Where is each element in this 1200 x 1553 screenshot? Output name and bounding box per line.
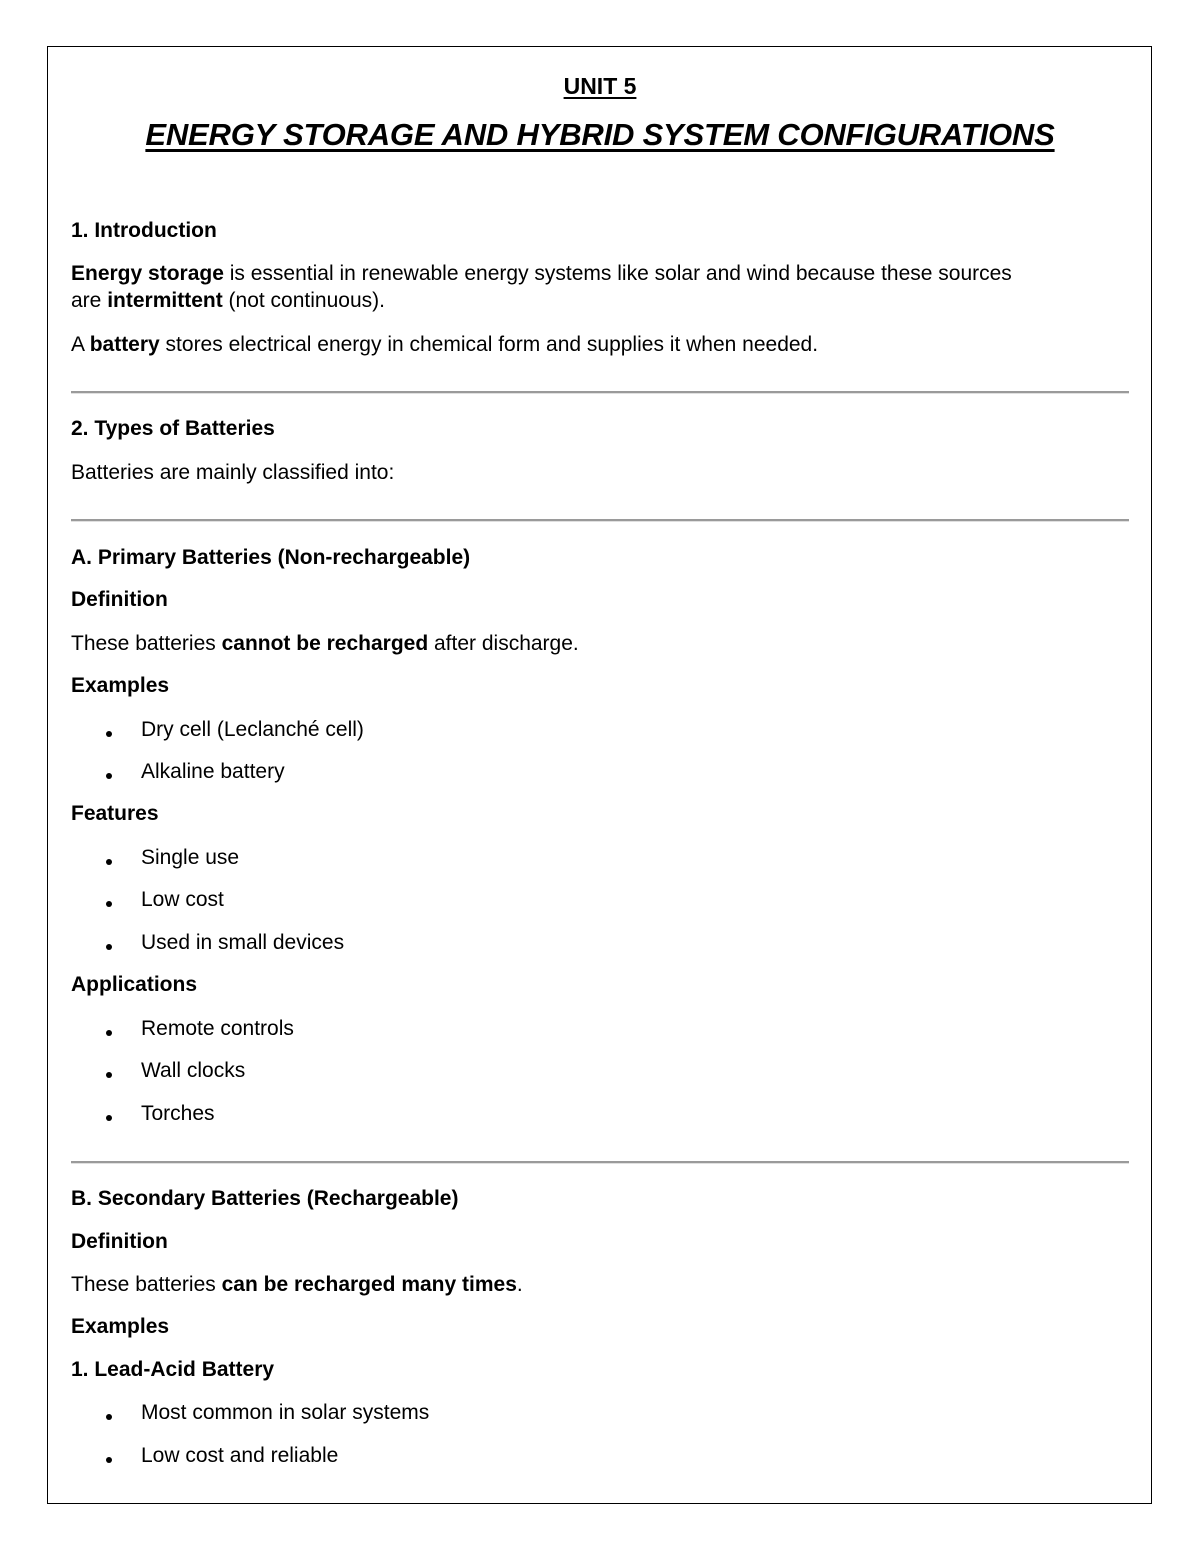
bullet-icon [106, 773, 112, 779]
bullet-icon [106, 944, 112, 950]
definition-emphasis: cannot be recharged [221, 632, 429, 655]
list-item: Wall clocks [141, 1059, 246, 1082]
definition-text: These batteries [71, 632, 222, 655]
horizontal-rule [71, 519, 1129, 522]
intro-paragraph-line2 [71, 288, 385, 313]
battery-text: A [71, 333, 90, 356]
list-item: Most common in solar systems [141, 1401, 430, 1424]
primary-batteries-heading: A. Primary Batteries (Non-rechargeable) [71, 546, 471, 569]
primary-definition-heading: Definition [71, 588, 168, 611]
battery-definition-paragraph [71, 332, 818, 357]
bullet-icon [106, 1030, 112, 1036]
list-item: Low cost and reliable [141, 1444, 339, 1467]
secondary-definition-heading: Definition [71, 1230, 168, 1253]
list-item: Alkaline battery [141, 760, 285, 783]
intermittent-term: intermittent [107, 289, 223, 312]
bullet-icon [106, 731, 112, 737]
primary-applications-heading: Applications [71, 973, 198, 996]
introduction-heading: 1. Introduction [71, 219, 217, 242]
intro-text: (not continuous). [222, 289, 385, 312]
intro-paragraph-line1 [71, 261, 1012, 286]
bullet-icon [106, 1072, 112, 1078]
secondary-examples-heading: Examples [71, 1315, 170, 1338]
types-heading: 2. Types of Batteries [71, 417, 275, 440]
horizontal-rule [71, 1161, 1129, 1164]
bullet-icon [106, 1115, 112, 1121]
definition-text: These batteries [71, 1273, 222, 1296]
secondary-definition-text [71, 1272, 523, 1297]
horizontal-rule [71, 391, 1129, 394]
battery-text: stores electrical energy in chemical form and supplies it when needed. [159, 333, 819, 356]
bullet-icon [106, 859, 112, 865]
list-item: Used in small devices [141, 931, 345, 954]
list-item: Remote controls [141, 1017, 294, 1040]
list-item: Torches [141, 1102, 215, 1125]
list-item: Dry cell (Leclanché cell) [141, 718, 364, 741]
list-item: Low cost [141, 888, 224, 911]
definition-text: after discharge. [428, 632, 579, 655]
primary-features-heading: Features [71, 802, 159, 825]
bullet-icon [106, 1414, 112, 1420]
bullet-icon [106, 1457, 112, 1463]
energy-storage-term: Energy storage [71, 262, 224, 285]
list-item: Single use [141, 846, 240, 869]
definition-emphasis: can be recharged many times [221, 1273, 517, 1296]
definition-text: . [516, 1273, 523, 1296]
bullet-icon [106, 901, 112, 907]
document-title: ENERGY STORAGE AND HYBRID SYSTEM CONFIGURATIONS [145, 117, 1055, 152]
battery-term: battery [89, 333, 160, 356]
intro-text: are [71, 289, 108, 312]
types-paragraph: Batteries are mainly classified into: [71, 461, 395, 484]
secondary-batteries-heading: B. Secondary Batteries (Rechargeable) [71, 1187, 459, 1210]
primary-examples-heading: Examples [71, 674, 170, 697]
intro-text: is essential in renewable energy systems like solar and wind because these sources [223, 262, 1012, 285]
primary-definition-text [71, 631, 579, 656]
unit-title: UNIT 5 [563, 73, 637, 99]
lead-acid-heading: 1. Lead-Acid Battery [71, 1358, 275, 1381]
